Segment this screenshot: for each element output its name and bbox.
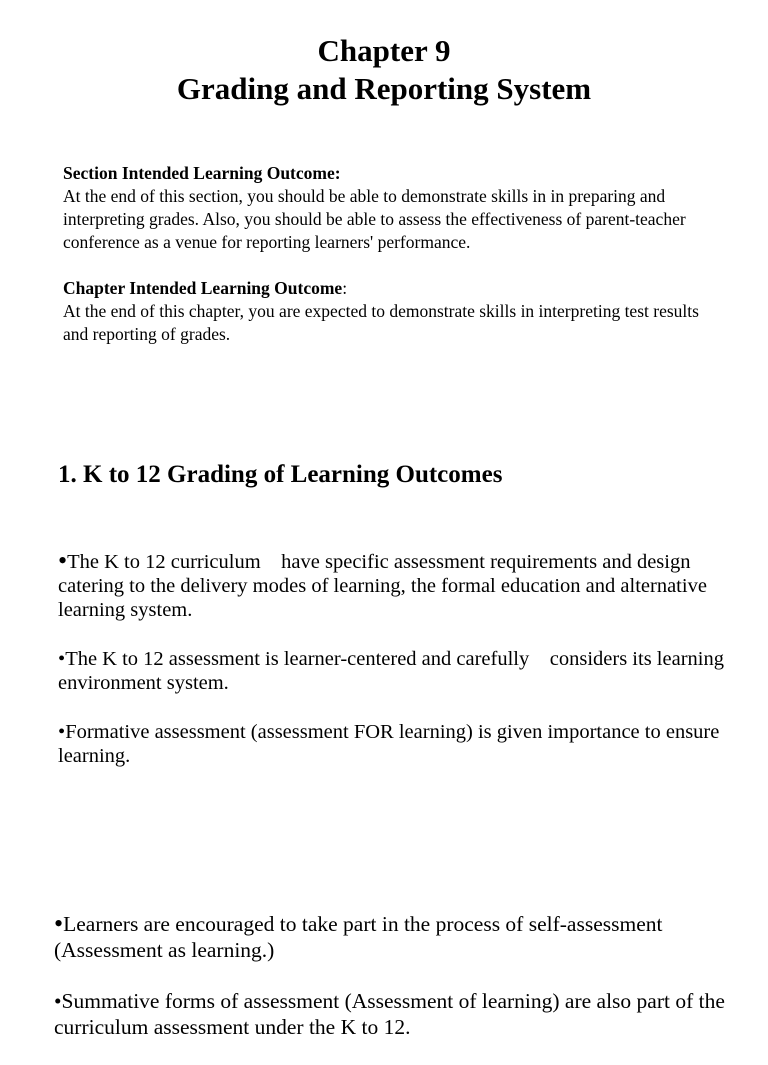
bullet-icon: • <box>54 909 64 938</box>
bullet-list-2 <box>54 911 744 1065</box>
section-outcome-text: At the end of this section, you should be able to demonstrate skills in in preparing and interpreting grades. Also, you should be able to assess the effectiveness of parent-teacher conference as a venue for reporting learners' performance. <box>63 186 686 252</box>
list-item: •The K to 12 assessment is learner-centered and carefully considers its learning environment system. <box>58 648 730 694</box>
section-outcome-heading: Section Intended Learning Outcome: <box>63 163 341 183</box>
list-item: •Summative forms of assessment (Assessment of learning) are also part of the curriculum assessment under the K to 12. <box>54 989 731 1039</box>
chapter-outcome-text: At the end of this chapter, you are expected to demonstrate skills in interpreting test results and reporting of grades. <box>63 301 699 344</box>
list-item: •The K to 12 curriculum have specific assessment requirements and design catering to the delivery modes of learning, the formal education and alternative learning system. <box>58 546 713 621</box>
chapter-title <box>0 32 768 108</box>
chapter-number: Chapter 9 <box>317 33 451 68</box>
chapter-outcome-heading: Chapter Intended Learning Outcome <box>63 278 343 298</box>
bullet-icon: • <box>54 989 62 1013</box>
chapter-outcome-block <box>63 277 723 346</box>
list-item: •Formative assessment (assessment FOR learning) is given importance to ensure learning. <box>58 721 725 767</box>
chapter-outcome-heading-row <box>63 277 723 300</box>
bullet-icon: • <box>58 546 68 575</box>
list-item: •Learners are encouraged to take part in the process of self-assessment (Assessment as learning.) <box>54 909 668 962</box>
section-heading: 1. K to 12 Grading of Learning Outcomes <box>58 461 503 488</box>
chapter-name: Grading and Reporting System <box>176 71 592 106</box>
chapter-outcome-colon: : <box>342 278 348 298</box>
section-outcome-block <box>63 162 723 254</box>
bullet-list-1 <box>58 546 748 793</box>
bullet-icon: • <box>58 648 66 670</box>
bullet-icon: • <box>58 721 66 743</box>
